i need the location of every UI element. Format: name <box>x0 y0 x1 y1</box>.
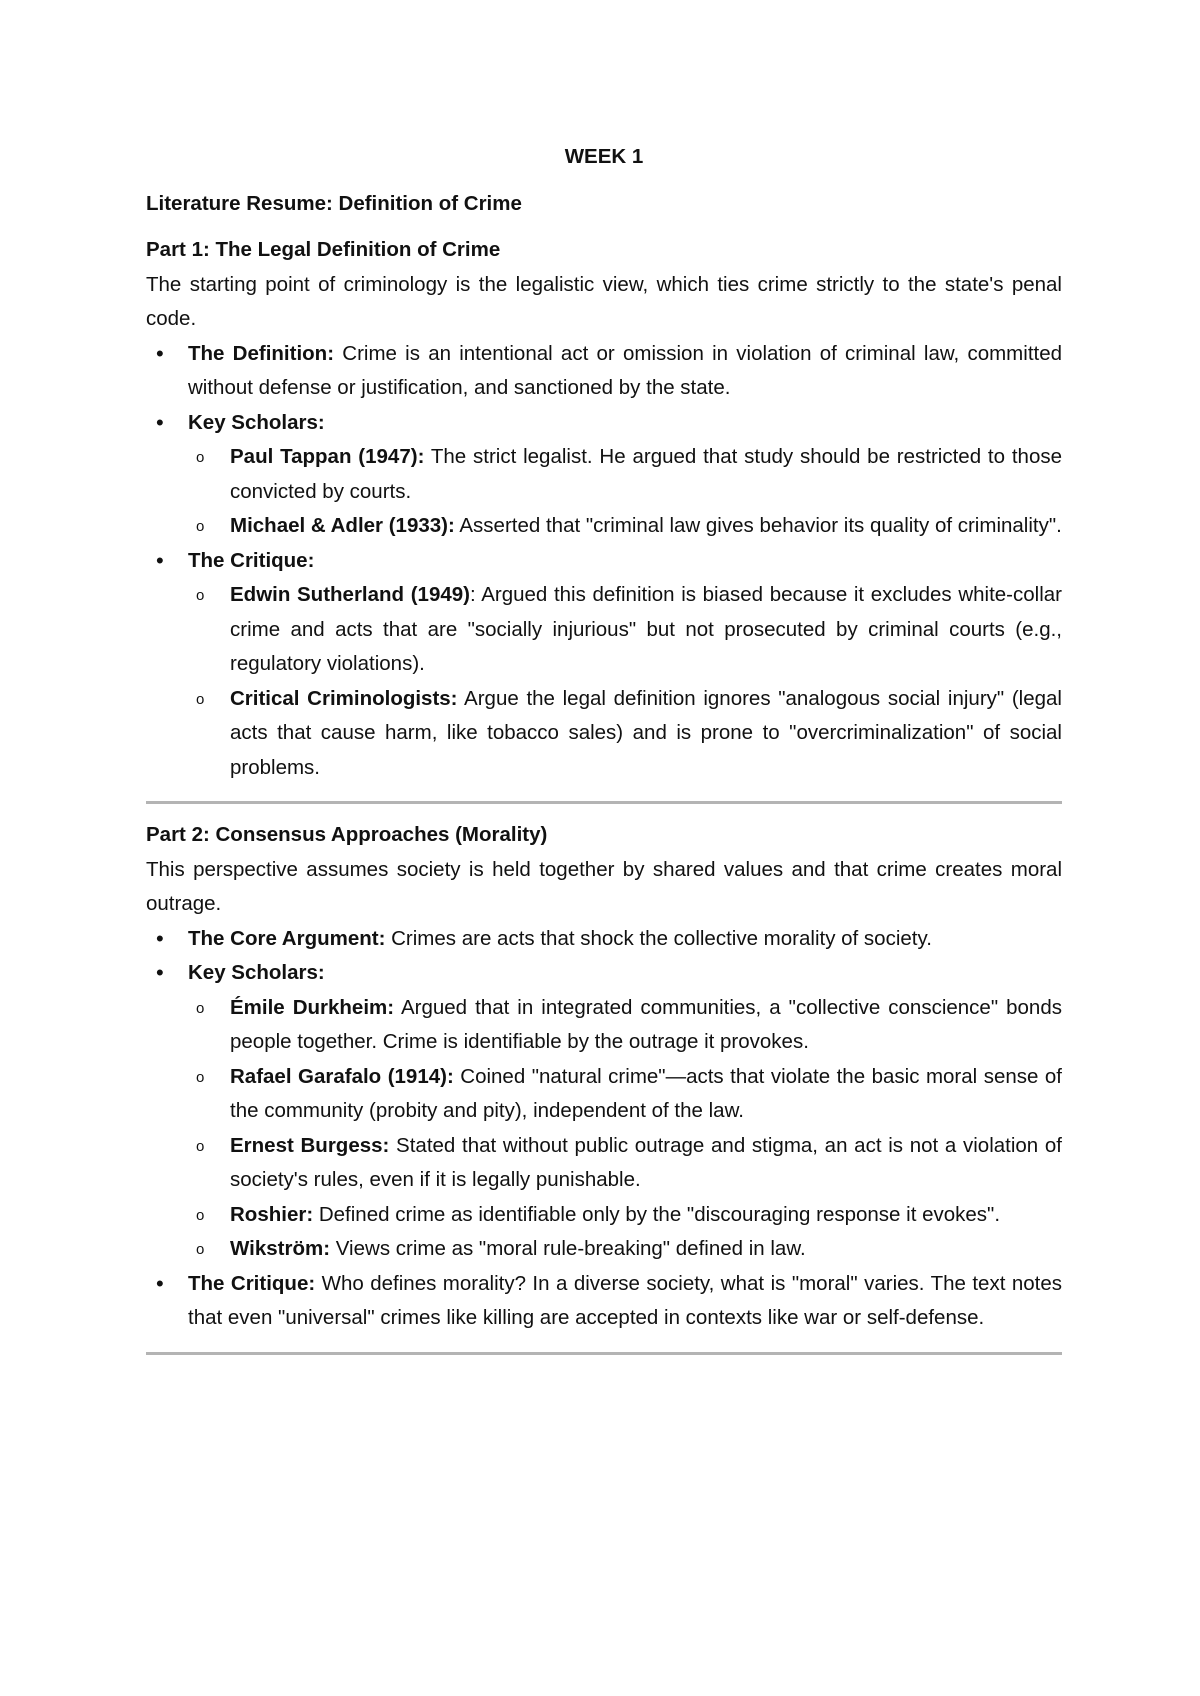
scholar-name: Roshier: <box>230 1202 314 1226</box>
section-divider <box>146 1352 1062 1355</box>
critique-item <box>188 682 1062 786</box>
part1-definition-item <box>146 337 1062 406</box>
scholar-text: Coined "natural crime"—acts that violate the basic moral sense of the community (probity and pity), independent of the law. <box>230 1064 1062 1122</box>
core-label: The Core Argument: <box>188 926 386 950</box>
scholar-name: Rafael Garafalo (1914): <box>230 1064 454 1088</box>
part1-critique-list <box>188 578 1062 785</box>
scholar-item <box>188 1198 1062 1233</box>
scholar-text: Views crime as "moral rule-breaking" defined in law. <box>330 1237 806 1260</box>
scholar-text: Stated that without public outrage and stigma, an act is not a violation of society's rules, even if it is legally punishable. <box>230 1133 1062 1191</box>
scholar-name: Wikström: <box>230 1237 331 1260</box>
part1-heading: Part 1: The Legal Definition of Crime <box>146 238 501 261</box>
section-divider <box>146 801 1062 804</box>
critique-text: Argue the legal definition ignores "analogous social injury" (legal acts that cause harm, like tobacco sales) and is prone to "overcriminalization" of social problems. <box>230 686 1062 779</box>
scholar-name: Ernest Burgess: <box>230 1133 390 1157</box>
part1-bullet-list <box>146 337 1062 786</box>
part1-scholars-list <box>188 440 1062 544</box>
scholar-item <box>188 1060 1062 1129</box>
part1-critique-item <box>146 544 1062 786</box>
scholar-item <box>188 1129 1062 1198</box>
scholar-item <box>188 440 1062 509</box>
critique-text: Who defines morality? In a diverse society, what is "moral" varies. The text notes that even "universal" crimes like killing are accepted in contexts like war or self-defense. <box>188 1271 1062 1329</box>
part2-heading: Part 2: Consensus Approaches (Morality) <box>146 823 548 846</box>
scholar-item <box>188 991 1062 1060</box>
scholar-text: Argued that in integrated communities, a "collective conscience" bonds people together. Crime is identifiable by the outrage it provokes. <box>230 995 1062 1053</box>
critique-text: : Argued this definition is biased because it excludes white-collar crime and acts that are "socially injurious" but not prosecuted by criminal courts (e.g., regulatory violations). <box>230 583 1062 675</box>
scholar-item <box>188 509 1062 544</box>
scholar-item <box>188 1232 1062 1267</box>
part2-intro: This perspective assumes society is held together by shared values and that crime creates moral outrage. <box>146 857 1062 915</box>
part1-scholars-item <box>146 406 1062 544</box>
critique-item <box>188 578 1062 682</box>
scholar-name: Émile Durkheim: <box>230 995 395 1019</box>
scholar-name: Paul Tappan (1947): <box>230 445 425 468</box>
scholar-name: Michael & Adler (1933): <box>230 514 455 537</box>
scholars-label: Key Scholars: <box>188 410 325 434</box>
scholar-text: The strict legalist. He argued that study should be restricted to those convicted by courts. <box>230 445 1063 503</box>
definition-text: Crime is an intentional act or omission in violation of criminal law, committed without defense or justification, and sanctioned by the state. <box>188 341 1063 399</box>
scholar-text: Defined crime as identifiable only by the "discouraging response it evokes". <box>313 1202 1001 1226</box>
part2-bullet-list <box>146 922 1062 1336</box>
document-subtitle: Literature Resume: Definition of Crime <box>146 191 522 215</box>
part2-critique-item <box>146 1267 1062 1336</box>
scholars-label: Key Scholars: <box>188 961 325 984</box>
core-text: Crimes are acts that shock the collective morality of society. <box>385 926 932 950</box>
part2-section <box>146 818 1062 1336</box>
part1-intro: The starting point of criminology is the legalistic view, which ties crime strictly to the state's penal code. <box>146 272 1062 330</box>
critique-label: The Critique: <box>188 1271 316 1295</box>
scholar-text: Asserted that "criminal law gives behavior its quality of criminality". <box>454 514 1062 537</box>
part2-scholars-list <box>188 991 1062 1267</box>
document-page <box>146 140 1062 1369</box>
critique-name: Edwin Sutherland (1949) <box>230 583 470 606</box>
critique-name: Critical Criminologists: <box>230 686 458 710</box>
critique-label: The Critique: <box>188 548 315 572</box>
part2-scholars-item <box>146 956 1062 1267</box>
part2-core-item <box>146 922 1062 957</box>
definition-label: The Definition: <box>188 341 335 365</box>
part1-section <box>146 233 1062 785</box>
page-title: WEEK 1 <box>564 145 644 168</box>
